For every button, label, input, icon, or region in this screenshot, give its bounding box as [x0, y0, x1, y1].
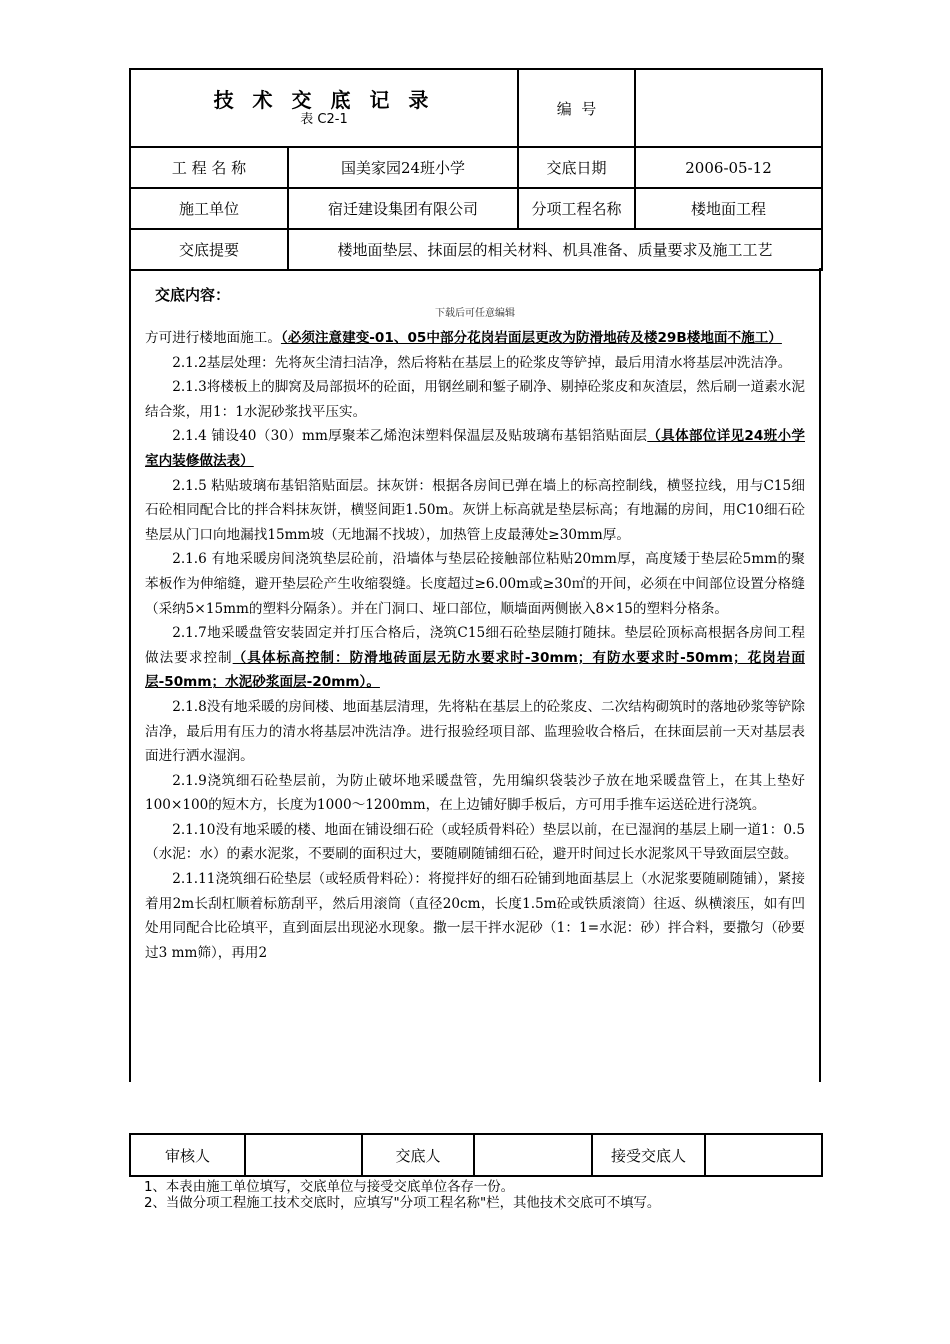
receiver-label: 接受交底人 [592, 1134, 705, 1176]
content-body [145, 326, 805, 965]
paragraph: 2.1.7地采暖盘管安装固定并打压合格后，浇筑C15细石砼垫层随打随抹。垫层砼顶标高根据各房间工程做法要求控制（具体标高控制：防滑地砖面层无防水要求时-30mm；有防水要求时-50mm；花岗岩面层-50mm；水泥砂浆面层-20mm）。 [145, 625, 805, 691]
discloser-label: 交底人 [362, 1134, 474, 1176]
emphasis-note: （具体标高控制：防滑地砖面层无防水要求时-30mm；有防水要求时-50mm；花岗岩面层-50mm；水泥砂浆面层-20mm）。 [145, 649, 805, 691]
content-area [129, 268, 821, 1082]
footnotes [144, 1180, 660, 1212]
summary-value[interactable]: 楼地面垫层、抹面层的相关材料、机具准备、质量要求及施工工艺 [288, 229, 822, 270]
project-name-value[interactable]: 国美家园24班小学 [288, 147, 518, 188]
number-value[interactable] [635, 69, 822, 147]
footnote: 2、当做分项工程施工技术交底时，应填写"分项工程名称"栏，其他技术交底可不填写。 [144, 1196, 661, 1211]
subproject-value[interactable]: 楼地面工程 [635, 188, 822, 229]
watermark-text: 下载后可任意编辑 [435, 308, 515, 319]
content-label: 交底内容： [155, 286, 231, 304]
form-number: 表 C2-1 [300, 112, 348, 127]
unit-value[interactable]: 宿迁建设集团有限公司 [288, 188, 518, 229]
page-title: 技 术 交 底 记 录 [213, 88, 435, 112]
paragraph: 2.1.8没有地采暖的房间楼、地面基层清理，先将粘在基层上的砼浆皮、二次结构砌筑时的落地砂浆等铲除洁净，最后用有压力的清水将基层冲洗洁净。进行报验经项目部、监理验收合格后，在抹面层前一天对基层表面进行洒水湿润。 [145, 698, 805, 765]
number-label: 编 号 [518, 69, 635, 147]
date-value[interactable]: 2006-05-12 [635, 147, 822, 188]
reviewer-value[interactable] [245, 1134, 362, 1176]
summary-label: 交底提要 [130, 229, 288, 270]
paragraph: 2.1.2基层处理：先将灰尘清扫洁净，然后将粘在基层上的砼浆皮等铲掉，最后用清水将基层冲洗洁净。 [172, 354, 792, 371]
paragraph: 方可进行楼地面施工。（必须注意建变-01、05中部分花岗岩面层更改为防滑地砖及楼29B楼地面不施工） [145, 330, 782, 346]
subproject-label: 分项工程名称 [518, 188, 635, 229]
header-table [129, 68, 823, 271]
paragraph: 2.1.10没有地采暖的楼、地面在铺设细石砼（或轻质骨料砼）垫层以前，在已湿润的基层上刷一道1：0.5（水泥：水）的素水泥浆，不要刷的面积过大，要随刷随铺细石砼，避开时间过长水泥浆风干导致面层空鼓。 [145, 821, 805, 863]
unit-label: 施工单位 [130, 188, 288, 229]
receiver-value[interactable] [705, 1134, 822, 1176]
project-name-label: 工 程 名 称 [130, 147, 288, 188]
paragraph: 2.1.6 有地采暖房间浇筑垫层砼前，沿墙体与垫层砼接触部位粘贴20mm厚，高度矮于垫层砼5mm的聚苯板作为伸缩缝，避开垫层砼产生收缩裂缝。长度超过≥6.00m或≥30㎡的开间，必须在中间部位设置分格缝（采纳5×15mm的塑料分隔条）。并在门洞口、垭口部位，顺墙面两侧嵌入8×15的塑料分格条。 [145, 551, 805, 617]
paragraph: 2.1.3将楼板上的脚窝及局部损坏的砼面，用钢丝刷和錾子刷净、剔掉砼浆皮和灰渣层，然后刷一道素水泥结合浆，用1：1水泥砂浆找平压实。 [145, 379, 805, 420]
reviewer-label: 审核人 [130, 1134, 245, 1176]
title-cell [130, 69, 518, 147]
paragraph: 2.1.9浇筑细石砼垫层前，为防止破坏地采暖盘管，先用编织袋装沙子放在地采暖盘管上，在其上垫好100×100的短木方，长度为1000～1200mm，在上边铺好脚手板后，方可用手推车运送砼进行浇筑。 [145, 772, 805, 814]
emphasis-note: （具体部位详见24班小学室内装修做法表） [145, 428, 805, 469]
signature-table [129, 1133, 823, 1177]
date-label: 交底日期 [518, 147, 635, 188]
paragraph: 2.1.5 粘贴玻璃布基铝箔贴面层。抹灰饼：根据各房间已弹在墙上的标高控制线，横竖拉线，用与C15细石砼相同配合比的拌合料抹灰饼，横竖间距1.50m。灰饼上标高就是垫层标高；有地漏的房间，用C10细石砼垫层从门口向地漏找15mm坡（无地漏不找坡），加热管上皮最薄处≥30mm厚。 [145, 477, 805, 543]
footnote: 1、本表由施工单位填写，交底单位与接受交底单位各存一份。 [144, 1180, 515, 1195]
discloser-value[interactable] [474, 1134, 592, 1176]
emphasis-note: （必须注意建变-01、05中部分花岗岩面层更改为防滑地砖及楼29B楼地面不施工） [280, 330, 782, 346]
paragraph: 2.1.4 铺设40（30）mm厚聚苯乙烯泡沫塑料保温层及贴玻璃布基铝箔贴面层（具体部位详见24班小学室内装修做法表） [145, 428, 805, 469]
paragraph: 2.1.11浇筑细石砼垫层（或轻质骨料砼）：将搅拌好的细石砼铺到地面基层上（水泥浆要随刷随铺），紧接着用2m长刮杠顺着标筋刮平，然后用滚筒（直径20cm，长度1.5m砼或铁质滚筒）往返、纵横滚压，如有凹处用同配合比砼填平，直到面层出现泌水现象。撒一层干拌水泥砂（1：1=水泥：砂）拌合料，要撒匀（砂要过3 mm筛），再用2 [145, 871, 805, 961]
